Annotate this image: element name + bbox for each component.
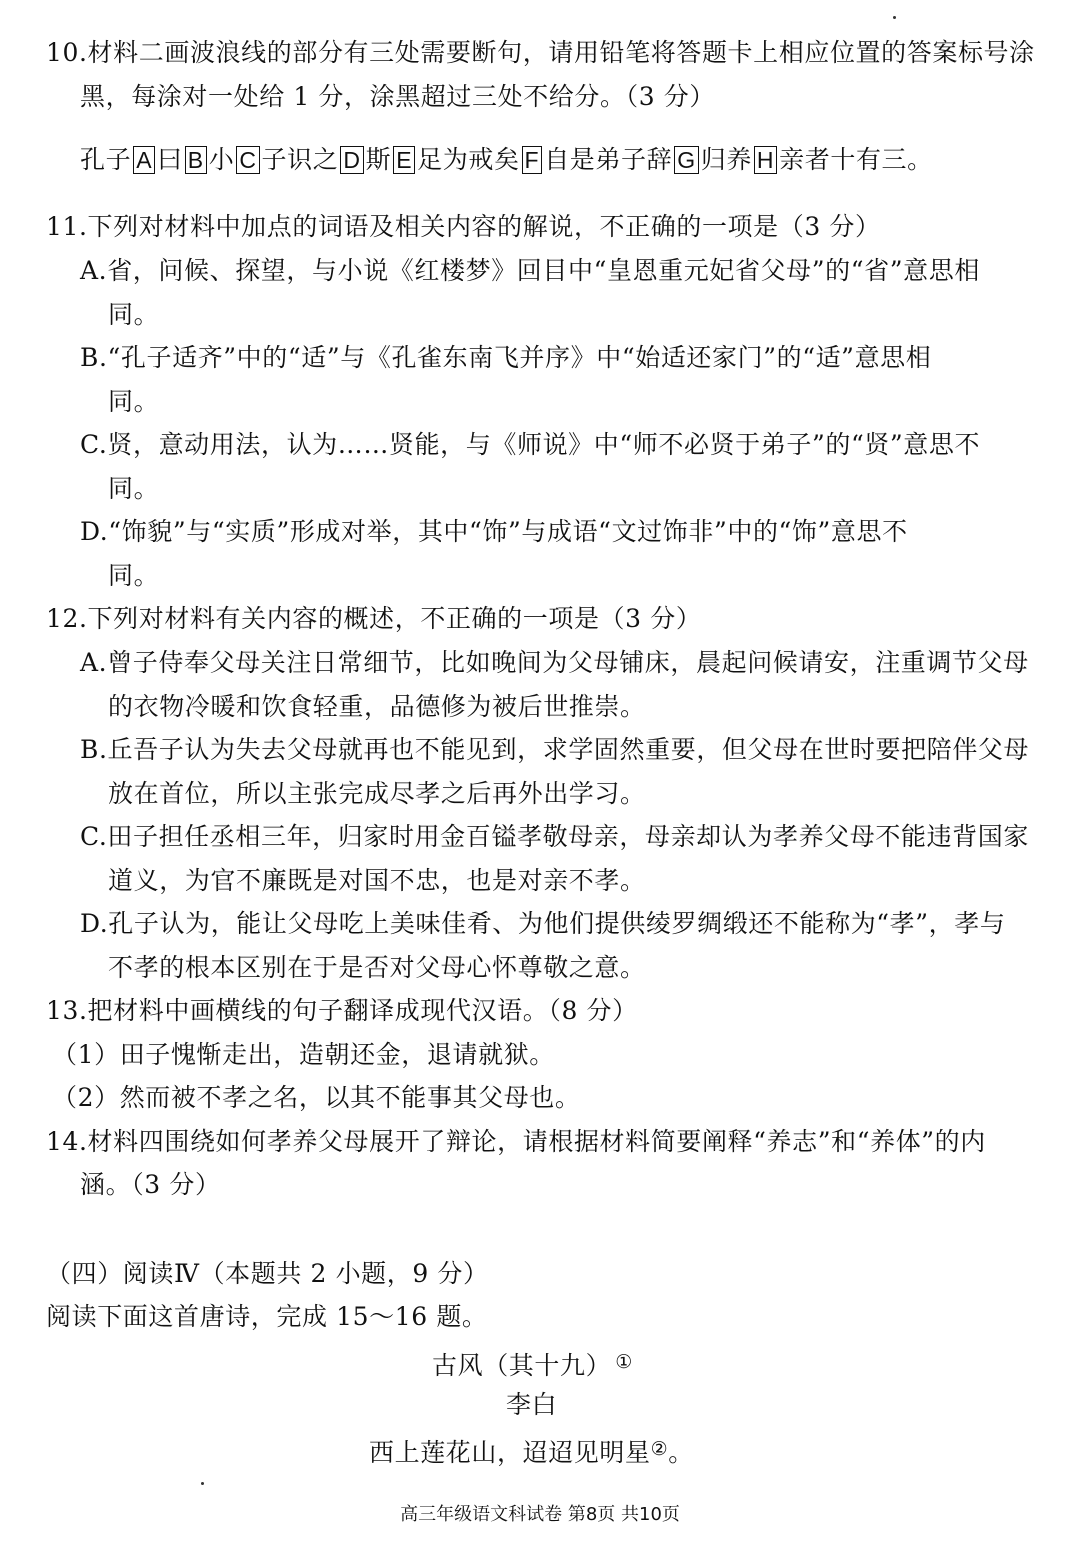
q13-stem: 13.把材料中画横线的句子翻译成现代汉语。（8 分） [46, 996, 638, 1025]
break-option-b[interactable]: B [185, 146, 207, 174]
section-4-heading: （四）阅读Ⅳ（本题共 2 小题，9 分） [46, 1259, 489, 1288]
sentence-text: 亲者十有三。 [779, 145, 933, 174]
q11-option-d-cont: 同。 [108, 561, 160, 590]
q10-line-1: 10.材料二画波浪线的部分有三处需要断句，请用铅笔将答题卡上相应位置的答案标号涂 [46, 38, 1035, 67]
q12-option-b: B.丘吾子认为失去父母就再也不能见到，求学固然重要，但父母在世时要把陪伴父母 [80, 735, 1030, 764]
break-option-e[interactable]: E [393, 146, 415, 174]
q10-line-2: 黑，每涂对一处给 1 分，涂黑超过三处不给分。（3 分） [80, 82, 715, 111]
sentence-text: 足为戒矣 [417, 145, 520, 174]
q12-option-d-cont: 不孝的根本区别在于是否对父母心怀尊敬之意。 [108, 953, 646, 982]
break-option-h[interactable]: H [754, 146, 777, 174]
section-4-intro: 阅读下面这首唐诗，完成 15～16 题。 [46, 1302, 488, 1331]
poem-line-1-text: 西上莲花山，迢迢见明星 [369, 1438, 651, 1467]
poem-title-footnote: ① [615, 1351, 633, 1373]
q14-line-2: 涵。（3 分） [80, 1170, 221, 1199]
sentence-text: 子识之 [261, 145, 339, 174]
scan-speck [201, 1482, 204, 1485]
q12-option-b-cont: 放在首位，所以主张完成尽孝之后再外出学习。 [108, 779, 646, 808]
q13-sentence-1: （1）田子愧惭走出，造朝还金，退请就狱。 [52, 1040, 555, 1069]
break-option-f[interactable]: F [522, 146, 543, 174]
poem-author: 李白 [506, 1390, 558, 1419]
break-option-a[interactable]: A [133, 146, 155, 174]
sentence-text: 曰 [157, 145, 183, 174]
q11-option-b-cont: 同。 [108, 387, 160, 416]
scan-speck [893, 16, 896, 19]
poem-title-text: 古风（其十九） [432, 1351, 612, 1380]
sentence-text: 自是弟子辞 [544, 145, 673, 174]
q11-option-b: B.“孔子适齐”中的“适”与《孔雀东南飞并序》中“始适还家门”的“适”意思相 [80, 343, 932, 372]
q11-option-a: A.省，问候、探望，与小说《红楼梦》回目中“皇恩重元妃省父母”的“省”意思相 [80, 256, 980, 285]
q11-option-c: C.贤，意动用法，认为……贤能，与《师说》中“师不必贤于弟子”的“贤”意思不 [80, 430, 981, 459]
q12-option-c: C.田子担任丞相三年，归家时用金百镒孝敬母亲，母亲却认为孝养父母不能违背国家 [80, 822, 1029, 851]
poem-line-1-footnote: ② [650, 1438, 669, 1460]
poem-line-1-end: 。 [668, 1438, 694, 1467]
sentence-text: 归养 [700, 145, 752, 174]
q12-option-d: D.孔子认为，能让父母吃上美味佳肴、为他们提供绫罗绸缎还不能称为“孝”，孝与 [80, 909, 1006, 938]
q11-option-c-cont: 同。 [108, 474, 160, 503]
q13-sentence-2: （2）然而被不孝之名，以其不能事其父母也。 [52, 1083, 581, 1112]
q11-option-a-cont: 同。 [108, 300, 160, 329]
q12-option-a-cont: 的衣物冷暖和饮食轻重，品德修为被后世推崇。 [108, 692, 646, 721]
sentence-text: 孔子 [80, 145, 132, 174]
poem-title [432, 1345, 633, 1383]
q14-line-1: 14.材料四围绕如何孝养父母展开了辩论，请根据材料简要阐释“养志”和“养体”的内 [46, 1127, 986, 1156]
q12-option-c-cont: 道义，为官不廉既是对国不忠，也是对亲不孝。 [108, 866, 646, 895]
page-footer: 高三年级语文科试卷 第8页 共10页 [400, 1504, 680, 1525]
sentence-text: 斯 [365, 145, 392, 174]
sentence-text: 小 [208, 145, 235, 174]
q11-stem: 11.下列对材料中加点的词语及相关内容的解说，不正确的一项是（3 分） [46, 212, 881, 241]
q11-option-d: D.“饰貌”与“实质”形成对举，其中“饰”与成语“文过饰非”中的“饰”意思不 [80, 517, 908, 546]
break-option-c[interactable]: C [236, 146, 259, 174]
q10-sentence [80, 143, 933, 177]
q12-stem: 12.下列对材料有关内容的概述，不正确的一项是（3 分） [46, 604, 702, 633]
poem-line-1 [369, 1432, 694, 1470]
break-option-d[interactable]: D [340, 146, 363, 174]
break-option-g[interactable]: G [674, 146, 699, 174]
q12-option-a: A.曾子侍奉父母关注日常细节，比如晚间为父母铺床，晨起问候请安，注重调节父母 [80, 648, 1029, 677]
